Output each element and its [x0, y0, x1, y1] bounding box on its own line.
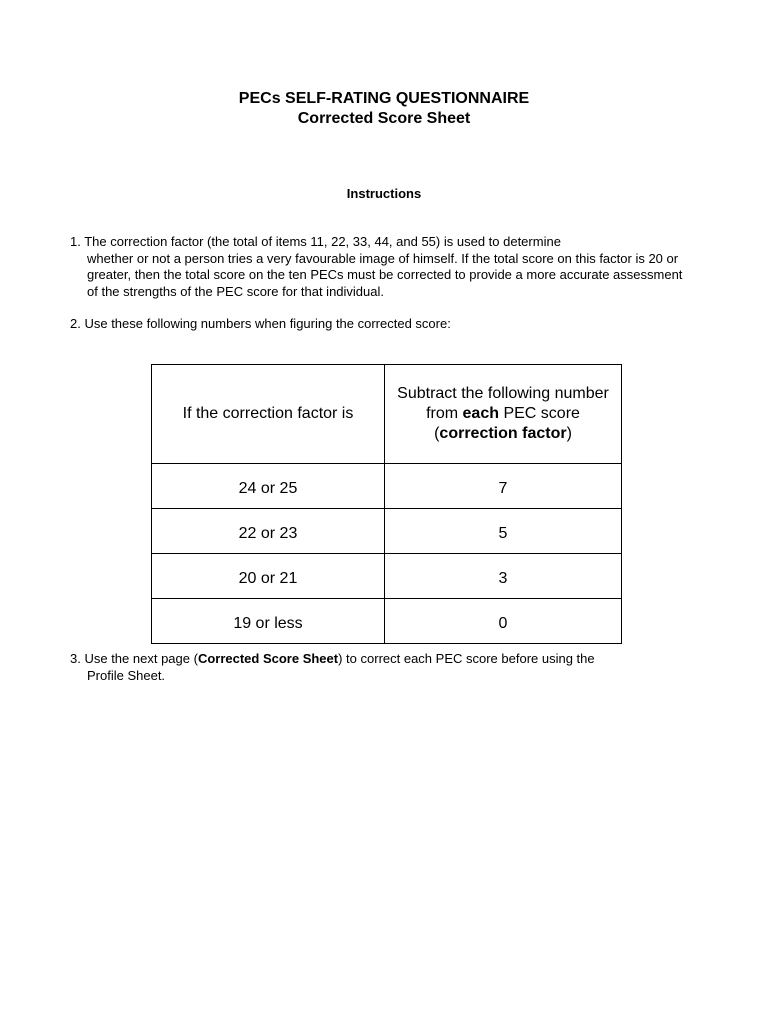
instruction-item-2: [70, 316, 690, 333]
factor-cell: 24 or 25: [152, 464, 385, 509]
item-number: 1.: [70, 234, 81, 249]
table-header-row: [152, 365, 622, 464]
table-row: [152, 464, 622, 509]
item-continuation: whether or not a person tries a very favourable image of himself. If the total score on this factor is 20 or greater, then the total score on the ten PECs must be corrected to provide a more accurate assessment of the strengths of the PEC score for that individual.: [87, 250, 683, 299]
subtract-cell: 5: [385, 509, 622, 554]
table-row: [152, 509, 622, 554]
header-subtract: [385, 365, 622, 464]
item-number: 3.: [70, 651, 81, 666]
instruction-item-1: [70, 234, 690, 300]
instruction-item-3: [70, 651, 690, 684]
header-subtract-part3: ): [566, 425, 572, 442]
header-correction-factor: If the correction factor is: [152, 365, 385, 464]
subtract-cell: 0: [385, 599, 622, 644]
item-continuation: Profile Sheet.: [87, 667, 166, 683]
document-title: PECs SELF-RATING QUESTIONNAIRE: [238, 90, 530, 107]
table-row: [152, 599, 622, 644]
factor-cell: 19 or less: [152, 599, 385, 644]
correction-table: [151, 364, 622, 644]
header-subtract-bold1: each: [462, 405, 499, 422]
document-subtitle: Corrected Score Sheet: [297, 110, 471, 127]
item-text-after: ) to correct each PEC score before using the: [338, 651, 595, 666]
item-number: 2.: [70, 316, 81, 331]
header-subtract-part2: PEC score (: [434, 405, 580, 442]
factor-cell: 20 or 21: [152, 554, 385, 599]
instructions-heading: Instructions: [346, 186, 422, 201]
item-bold-text: Corrected Score Sheet: [197, 651, 339, 666]
header-subtract-bold2: correction factor: [439, 425, 567, 442]
table-row: [152, 554, 622, 599]
factor-cell: 22 or 23: [152, 509, 385, 554]
item-text: Use these following numbers when figuring the corrected score:: [84, 316, 451, 331]
item-first-line: The correction factor (the total of items 11, 22, 33, 44, and 55) is used to determine: [84, 234, 561, 249]
item-text-before: Use the next page (: [84, 651, 198, 666]
subtract-cell: 7: [385, 464, 622, 509]
header-subtract-part1: Subtract the following number from: [397, 385, 609, 422]
subtract-cell: 3: [385, 554, 622, 599]
